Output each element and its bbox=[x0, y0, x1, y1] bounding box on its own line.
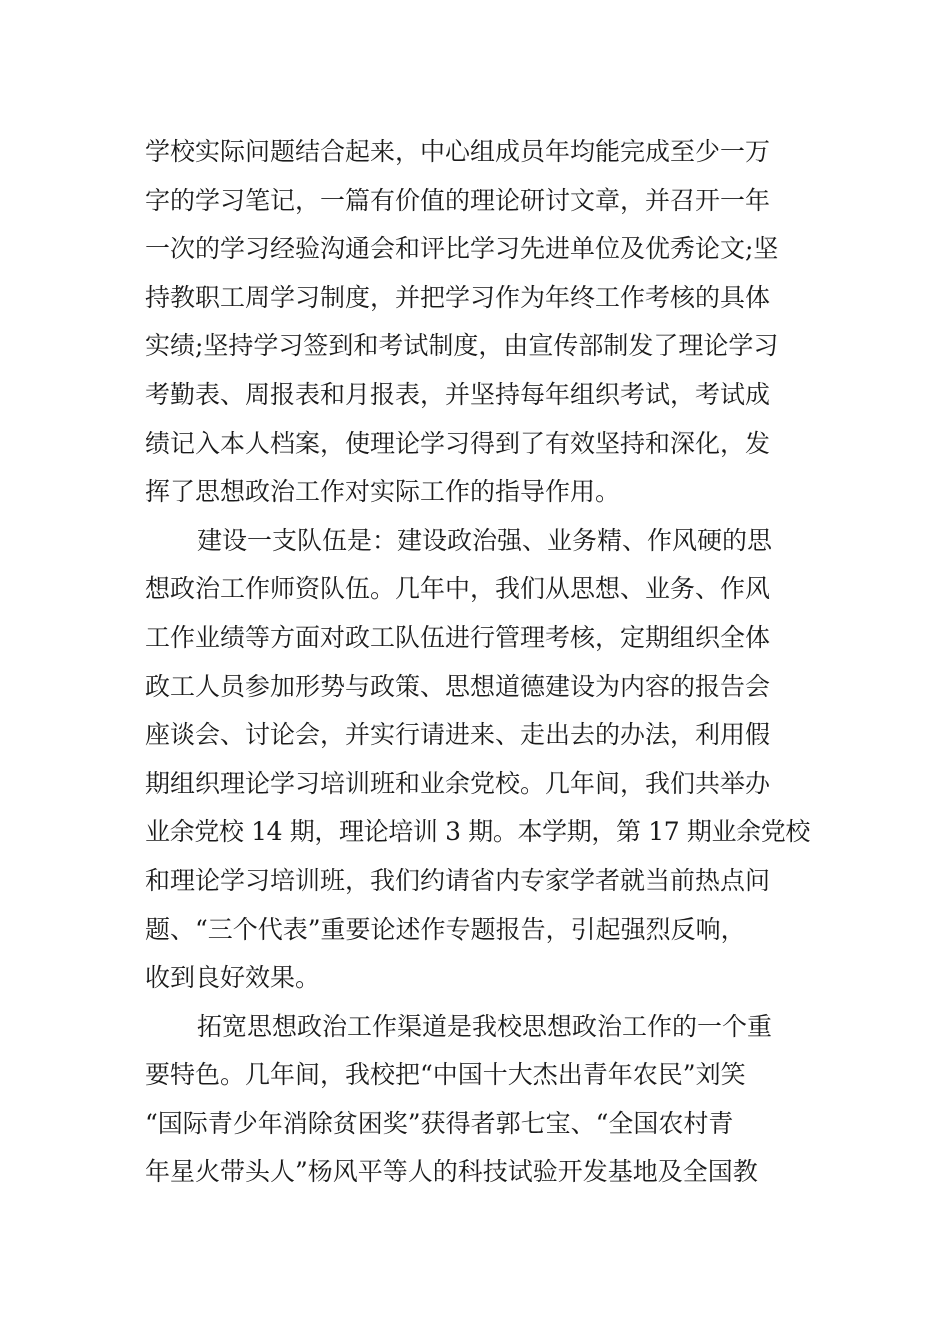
paragraph-first-line: 建设一支队伍是：建设政治强、业务精、作风硬的思 bbox=[197, 525, 773, 555]
text-line: 工作业绩等方面对政工队伍进行管理考核，定期组织全体 bbox=[145, 622, 771, 652]
text-line: 和理论学习培训班，我们约请省内专家学者就当前热点问 bbox=[145, 865, 771, 895]
paragraph-first-line: 拓宽思想政治工作渠道是我校思想政治工作的一个重 bbox=[197, 1011, 773, 1041]
text-line: 要特色。几年间，我校把“中国十大杰出青年农民”刘笑 bbox=[145, 1060, 746, 1090]
document-body bbox=[145, 128, 810, 1197]
text-line: 学校实际问题结合起来，中心组成员年均能完成至少一万 bbox=[145, 137, 771, 166]
text-line: 想政治工作师资队伍。几年中，我们从思想、业务、作风 bbox=[145, 574, 771, 604]
text-line: 业余党校 14 期，理论培训 3 期。本学期，第 17 期业余党校 bbox=[145, 817, 811, 847]
text-line: 持教职工周学习制度，并把学习作为年终工作考核的具体 bbox=[145, 282, 771, 312]
text-line: 字的学习笔记，一篇有价值的理论研讨文章，并召开一年 bbox=[145, 185, 771, 215]
text-line: “国际青少年消除贫困奖”获得者郭七宝、“全国农村青 bbox=[145, 1108, 734, 1138]
text-line: 实绩;坚持学习签到和考试制度，由宣传部制发了理论学习 bbox=[145, 331, 779, 361]
text-line: 政工人员参加形势与政策、思想道德建设为内容的报告会 bbox=[145, 671, 771, 701]
text-line: 期组织理论学习培训班和业余党校。几年间，我们共举办 bbox=[145, 768, 771, 798]
text-line: 年星火带头人”杨风平等人的科技试验开发基地及全国教 bbox=[145, 1157, 758, 1187]
text-line: 挥了思想政治工作对实际工作的指导作用。 bbox=[145, 477, 621, 507]
text-line: 一次的学习经验沟通会和评比学习先进单位及优秀论文;坚 bbox=[145, 234, 779, 264]
text-line: 座谈会、讨论会，并实行请进来、走出去的办法，利用假 bbox=[145, 720, 771, 750]
text-line: 考勤表、周报表和月报表，并坚持每年组织考试，考试成 bbox=[145, 379, 771, 409]
text-line: 题、“三个代表”重要论述作专题报告，引起强烈反响， bbox=[145, 914, 746, 944]
text-line: 绩记入本人档案，使理论学习得到了有效坚持和深化，发 bbox=[145, 428, 771, 458]
text-line: 收到良好效果。 bbox=[145, 963, 321, 993]
